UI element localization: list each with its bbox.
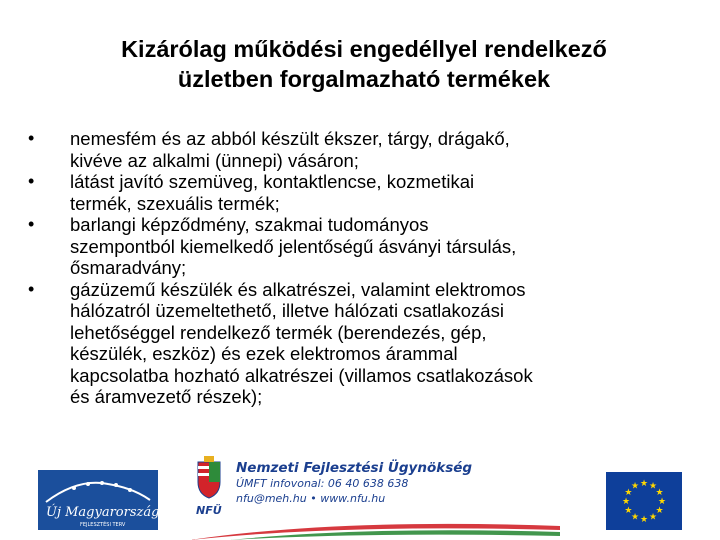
bullet-text-line: és áramvezető részek); bbox=[70, 386, 263, 407]
eu-star-icon: ★ bbox=[648, 511, 658, 522]
nfu-infoline: ÚMFT infovonal: 06 40 638 638 bbox=[236, 477, 409, 490]
nfu-logo bbox=[190, 456, 560, 540]
bullet-item bbox=[28, 279, 708, 408]
bullet-text-line: gázüzemű készülék és alkatrészei, valamint elektromos bbox=[70, 278, 526, 300]
title-line-2: üzletben forgalmazható termékek bbox=[177, 66, 551, 92]
eu-star-icon: ★ bbox=[630, 480, 640, 491]
left-logo-subtext: FEJLESZTÉSI TERV bbox=[80, 522, 126, 528]
eu-star-icon: ★ bbox=[621, 496, 631, 506]
bullet-text-line: látást javító szemüveg, kontaktlencse, kozmetikai bbox=[70, 171, 475, 192]
bullet-text-line: lehetőséggel rendelkező termék (berendezés, gép, bbox=[70, 321, 487, 343]
eu-stars-icon bbox=[606, 472, 682, 530]
eu-star-icon: ★ bbox=[655, 505, 664, 515]
bullet-text-line: nemesfém és az abból készült ékszer, tárgy, drágakő, bbox=[70, 128, 510, 149]
nfu-text-block bbox=[236, 460, 472, 506]
bullet-text-line: kivéve az alkalmi (ünnepi) vásáron; bbox=[70, 149, 359, 171]
bullet-text-line: készülék, eszköz) és ezek elektromos árammal bbox=[70, 343, 458, 364]
nfu-abbr: NFÜ bbox=[196, 504, 222, 517]
eu-flag-logo bbox=[606, 472, 682, 530]
bullet-text-line: szempontból kiemelkedő jelentőségű ásványi társulás, bbox=[70, 235, 517, 257]
title-line-1: Kizárólag működési engedéllyel rendelkező bbox=[121, 36, 607, 62]
page-title bbox=[40, 34, 688, 94]
eu-star-icon: ★ bbox=[639, 514, 649, 524]
eu-star-icon: ★ bbox=[657, 496, 667, 506]
bullet-item bbox=[28, 171, 708, 214]
bullet-dot-icon: • bbox=[28, 171, 35, 191]
eu-star-icon: ★ bbox=[630, 511, 640, 522]
bullet-list bbox=[28, 128, 708, 408]
uj-magyarorszag-logo bbox=[38, 470, 158, 530]
nfu-contact: nfu@meh.hu • www.nfu.hu bbox=[236, 492, 386, 505]
eu-star-icon: ★ bbox=[639, 478, 649, 488]
eu-star-icon: ★ bbox=[655, 487, 664, 497]
nfu-name: Nemzeti Fejlesztési Ügynökség bbox=[236, 460, 473, 476]
bullet-text-line: kapcsolatba hozható alkatrészei (villamos csatlakozások bbox=[70, 364, 533, 386]
bullet-dot-icon: • bbox=[28, 214, 35, 234]
bullet-dot-icon: • bbox=[28, 278, 35, 299]
bullet-item bbox=[28, 128, 708, 171]
bullet-text-line: barlangi képződmény, szakmai tudományos bbox=[70, 214, 429, 235]
bullet-item bbox=[28, 214, 708, 279]
bullet-text-line: ősmaradvány; bbox=[70, 257, 187, 278]
bullet-text-line: termék, szexuális termék; bbox=[70, 192, 280, 214]
eu-star-icon: ★ bbox=[624, 487, 633, 497]
eu-star-icon: ★ bbox=[624, 505, 633, 515]
left-logo-text: Új Magyarország bbox=[46, 505, 158, 520]
bullet-text-line: hálózatról üzemeltethető, illetve hálózati csatlakozási bbox=[70, 300, 504, 321]
bullet-dot-icon: • bbox=[28, 128, 35, 148]
coat-of-arms-icon bbox=[198, 456, 220, 498]
eu-star-icon: ★ bbox=[648, 480, 658, 491]
